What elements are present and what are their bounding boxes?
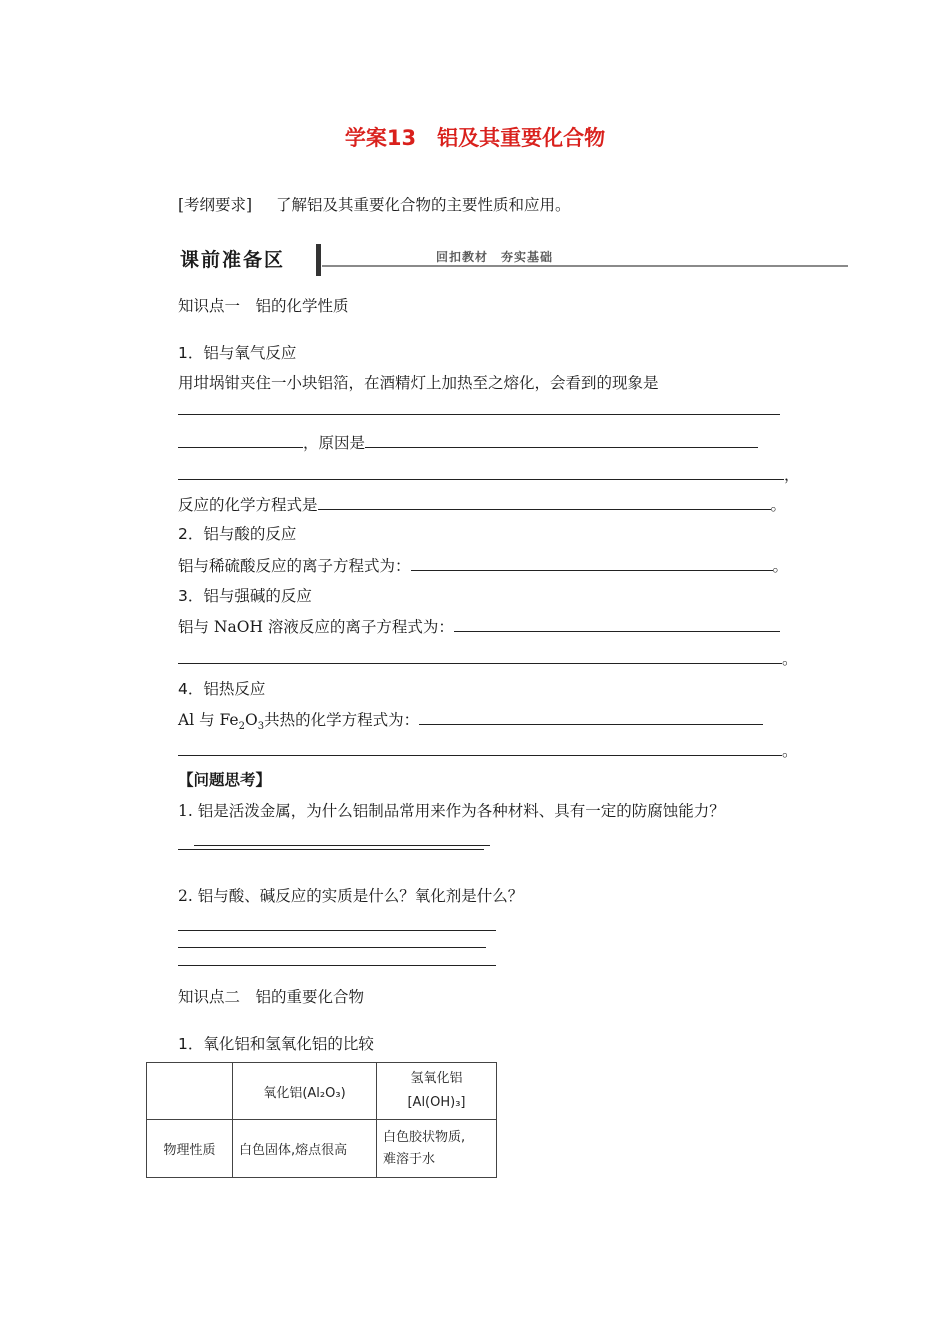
row-label-cell: 物理性质: [147, 1120, 233, 1178]
requirement-label: [考纲要求]: [178, 196, 253, 214]
table-cell: 白色固体,熔点很高: [233, 1120, 377, 1178]
section-2-text: 铝与稀硫酸反应的离子方程式为：: [178, 557, 411, 575]
answer-blank[interactable]: [178, 462, 784, 480]
question-1: 1. 铝是活泼金属，为什么铝制品常用来作为各种材料、具有一定的防腐蚀能力？: [178, 802, 725, 820]
answer-line[interactable]: [178, 849, 484, 850]
kp2-section-1-title: 1．氧化铝和氢氧化铝的比较: [178, 1035, 374, 1053]
banner-divider: [316, 244, 321, 276]
section-1-text: 用坩埚钳夹住一小块铝箔，在酒精灯上加热至之熔化，会看到的现象是: [178, 374, 659, 392]
knowledge-point-2-heading: 知识点二 铝的重要化合物: [178, 988, 365, 1006]
formula-part: O: [244, 711, 258, 729]
header-line: [Al(OH)₃]: [407, 1095, 466, 1110]
table-header-row: [147, 1063, 497, 1120]
table-row: [147, 1120, 497, 1178]
section-2-title: 2．铝与酸的反应: [178, 525, 297, 543]
section-3-continuation: [178, 646, 798, 669]
table-header-cell: [147, 1063, 233, 1120]
answer-line[interactable]: [178, 965, 496, 966]
cell-line: 难溶于水: [383, 1151, 436, 1167]
answer-line[interactable]: [194, 845, 490, 846]
answer-blank[interactable]: [454, 614, 780, 632]
answer-blank[interactable]: [419, 707, 763, 725]
answer-blank[interactable]: [178, 738, 782, 756]
section-4-row: [178, 707, 763, 732]
header-line: 氢氧化铝: [410, 1071, 463, 1086]
answer-line[interactable]: [178, 947, 486, 948]
section-banner-subtitle: 回扣教材 夯实基础: [436, 250, 554, 264]
exam-requirement: [178, 193, 571, 215]
period: 。: [782, 742, 798, 760]
answer-blank[interactable]: [318, 492, 771, 510]
formula-subscript: 3: [257, 721, 265, 733]
section-1-title: 1．铝与氧气反应: [178, 344, 297, 362]
banner-rule: [322, 265, 848, 267]
table-cell: [377, 1120, 497, 1178]
knowledge-point-1-heading: 知识点一 铝的化学性质: [178, 297, 349, 315]
section-4-title: 4．铝热反应: [178, 680, 266, 698]
answer-blank[interactable]: [365, 430, 758, 448]
answer-line[interactable]: [178, 414, 780, 415]
answer-blank[interactable]: [411, 553, 773, 571]
answer-line[interactable]: [178, 930, 496, 931]
reason-row: [178, 430, 758, 453]
section-3-row: [178, 614, 780, 637]
formula-subscript: 2: [238, 721, 245, 733]
requirement-text: 了解铝及其重要化合物的主要性质和应用。: [275, 196, 571, 214]
section-3-text: 铝与 NaOH 溶液反应的离子方程式为：: [178, 618, 454, 636]
period: 。: [782, 650, 798, 668]
questions-heading: 【问题思考】: [178, 771, 272, 789]
continuation-row: [178, 462, 800, 485]
section-2-row: [178, 553, 788, 576]
answer-blank[interactable]: [178, 646, 782, 664]
table-header-cell: [377, 1063, 497, 1120]
period: 。: [770, 496, 787, 514]
section-banner-title: 课前准备区: [180, 249, 286, 271]
reason-label: ，原因是: [303, 434, 366, 452]
comparison-table: [146, 1062, 497, 1178]
page-title: 学案13 铝及其重要化合物: [344, 126, 606, 150]
equation-row: [178, 492, 786, 515]
period: 。: [772, 557, 789, 575]
section-4-continuation: [178, 738, 798, 761]
question-2: 2. 铝与酸、碱反应的实质是什么？氧化剂是什么？: [178, 887, 524, 905]
cell-line: 白色胶状物质,: [383, 1129, 466, 1145]
section-4-text: 共热的化学方程式为：: [264, 711, 420, 729]
table-header-cell: 氧化铝(Al₂O₃): [233, 1063, 377, 1120]
formula-part: Al 与 Fe: [178, 711, 239, 729]
section-3-title: 3．铝与强碱的反应: [178, 587, 312, 605]
equation-label: 反应的化学方程式是: [178, 496, 318, 514]
comma: ，: [784, 466, 800, 484]
answer-blank[interactable]: [178, 430, 303, 448]
